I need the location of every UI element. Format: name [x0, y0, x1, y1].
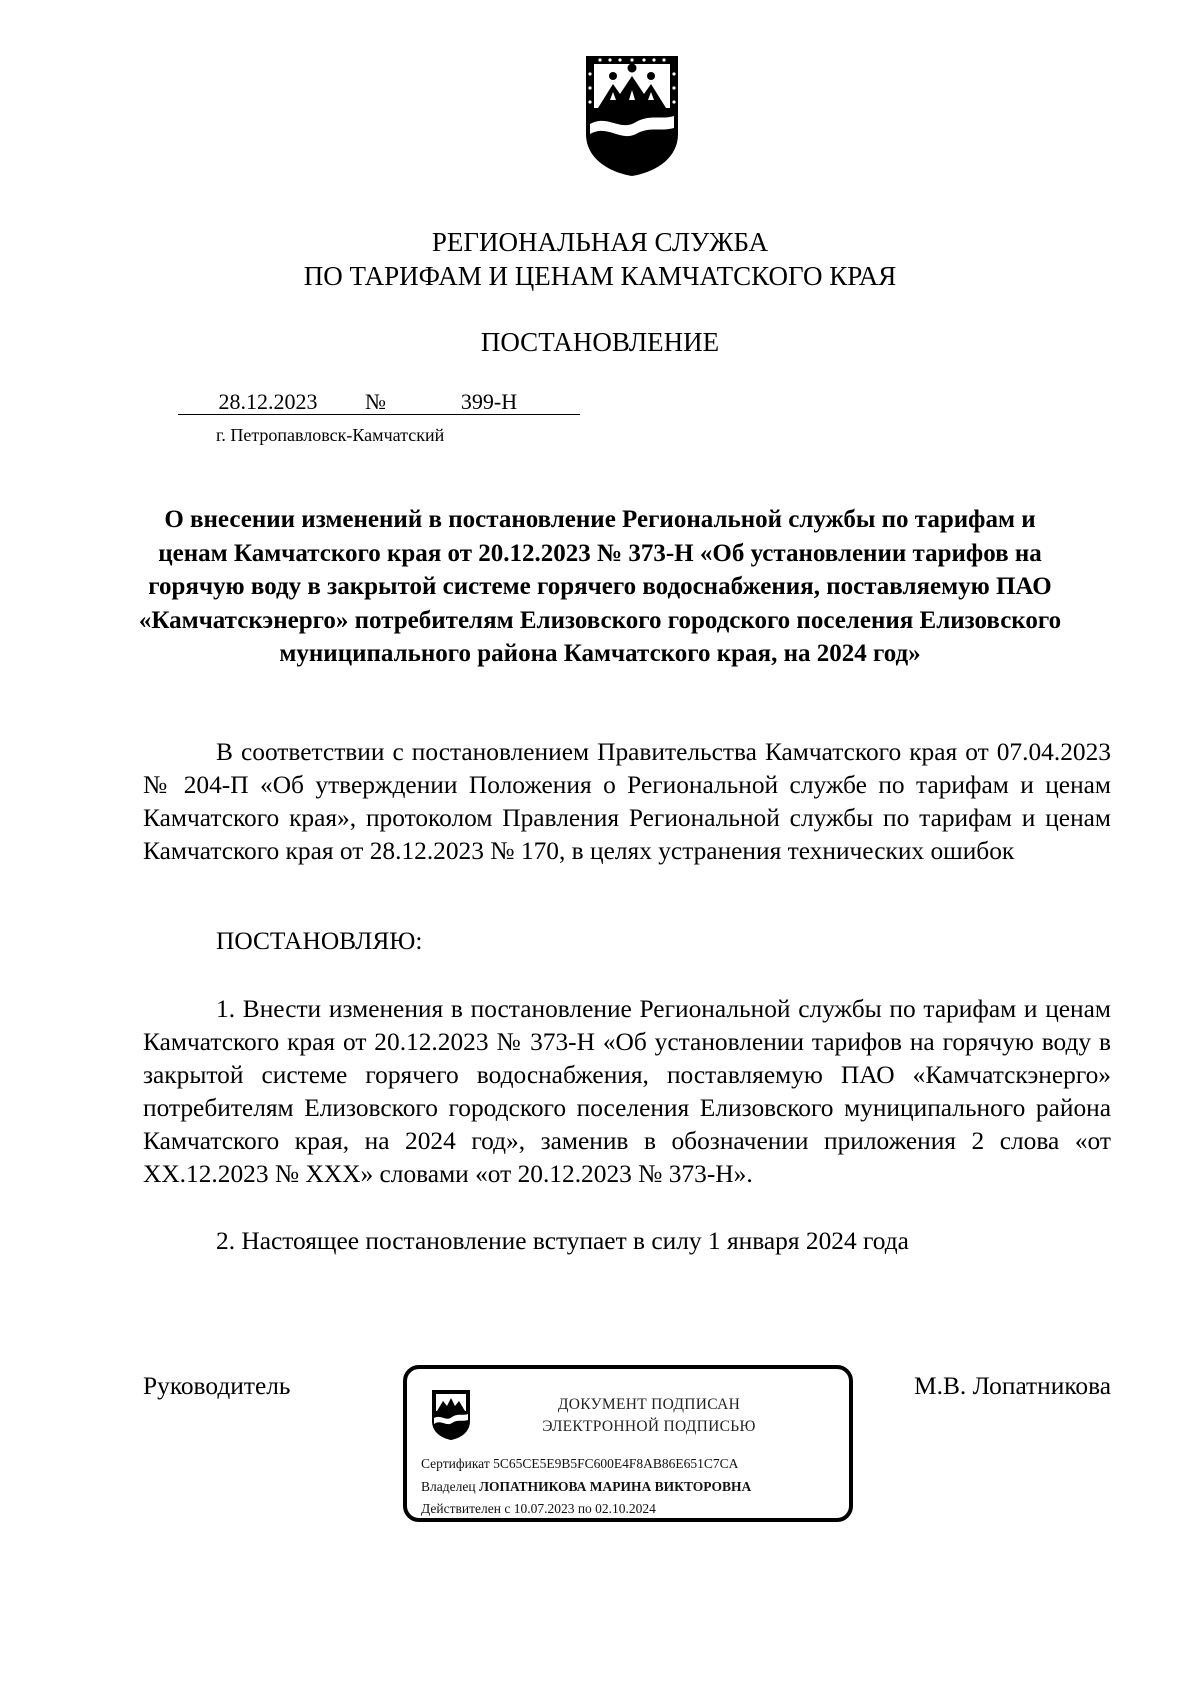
- kamchatka-coat-of-arms-icon: [580, 50, 684, 178]
- document-title: О внесении изменений в постановление Региональной службы по тарифам и ценам Камчатского края от 20.12.2023 № 373-Н «Об установлении тарифов на горячую воду в закрытой системе горячего водоснабжения, поставляемую ПАО «Камчатскэнерго» потребителям Елизовского городского поселения Елизовского муниципального района Камчатского края, на 2024 год»: [138, 506, 1062, 667]
- certificate-value: 5C65CE5E9B5FC600E4F8AB86E651C7CA: [493, 1456, 739, 1471]
- document-type: ПОСТАНОВЛЕНИЕ: [480, 327, 720, 357]
- stamp-heading-1: ДОКУМЕНТ ПОДПИСАН: [557, 1396, 741, 1413]
- stamp-heading-2: ЭЛЕКТРОННОЙ ПОДПИСЬЮ: [542, 1418, 756, 1435]
- valid-from-label: с: [504, 1501, 511, 1516]
- number-sign: №: [365, 389, 386, 414]
- stamp-certificate-line: [421, 1455, 738, 1473]
- requisites-underline: [178, 414, 580, 415]
- valid-to-date: 02.10.2024: [595, 1501, 656, 1516]
- certificate-label: Сертификат: [421, 1456, 490, 1471]
- stamp-validity-line: [421, 1500, 656, 1518]
- stamp-owner-line: [421, 1478, 751, 1496]
- electronic-signature-stamp: [403, 1365, 853, 1522]
- clause-2: 2. Настоящее постановление вступает в силу 1 января 2024 года: [216, 1227, 909, 1255]
- owner-value: ЛОПАТНИКОВА МАРИНА ВИКТОРОВНА: [478, 1479, 752, 1494]
- document-number: 399-Н: [460, 389, 518, 414]
- stamp-coat-of-arms-icon: [429, 1387, 473, 1441]
- document-city: г. Петропавловск-Камчатский: [216, 425, 445, 445]
- resolve-heading: ПОСТАНОВЛЯЮ:: [216, 927, 423, 955]
- signatory-position: Руководитель: [143, 1372, 291, 1400]
- signatory-name: М.В. Лопатникова: [914, 1372, 1111, 1400]
- agency-name-line2: ПО ТАРИФАМ И ЦЕНАМ КАМЧАТСКОГО КРАЯ: [303, 261, 897, 291]
- validity-label: Действителен: [421, 1501, 501, 1516]
- document-date: 28.12.2023: [218, 389, 318, 414]
- owner-label: Владелец: [421, 1479, 476, 1494]
- preamble-paragraph: В соответствии с постановлением Правительства Камчатского края от 07.04.2023 № 204-П «Об утверждении Положения о Региональной службе по тарифам и ценам Камчатского края», протоколом Правления Региональной службы по тарифам и ценам Камчатского края от 28.12.2023 № 170, в целях устранения технических ошибок: [143, 738, 1111, 865]
- valid-from-date: 10.07.2023: [513, 1501, 575, 1516]
- agency-name-line1: РЕГИОНАЛЬНАЯ СЛУЖБА: [431, 227, 769, 257]
- clause-1: 1. Внести изменения в постановление Региональной службы по тарифам и ценам Камчатского края от 20.12.2023 № 373-Н «Об установлении тарифов на горячую воду в закрытой системе горячего водоснабжения, поставляемую ПАО «Камчатскэнерго» потребителям Елизовского городского поселения Елизовского муниципального района Камчатского края, на 2024 год», заменив в обозначении приложения 2 слова «от ХХ.12.2023 № ХХХ» словами «от 20.12.2023 № 373-Н».: [143, 995, 1111, 1188]
- valid-to-label: по: [577, 1501, 592, 1516]
